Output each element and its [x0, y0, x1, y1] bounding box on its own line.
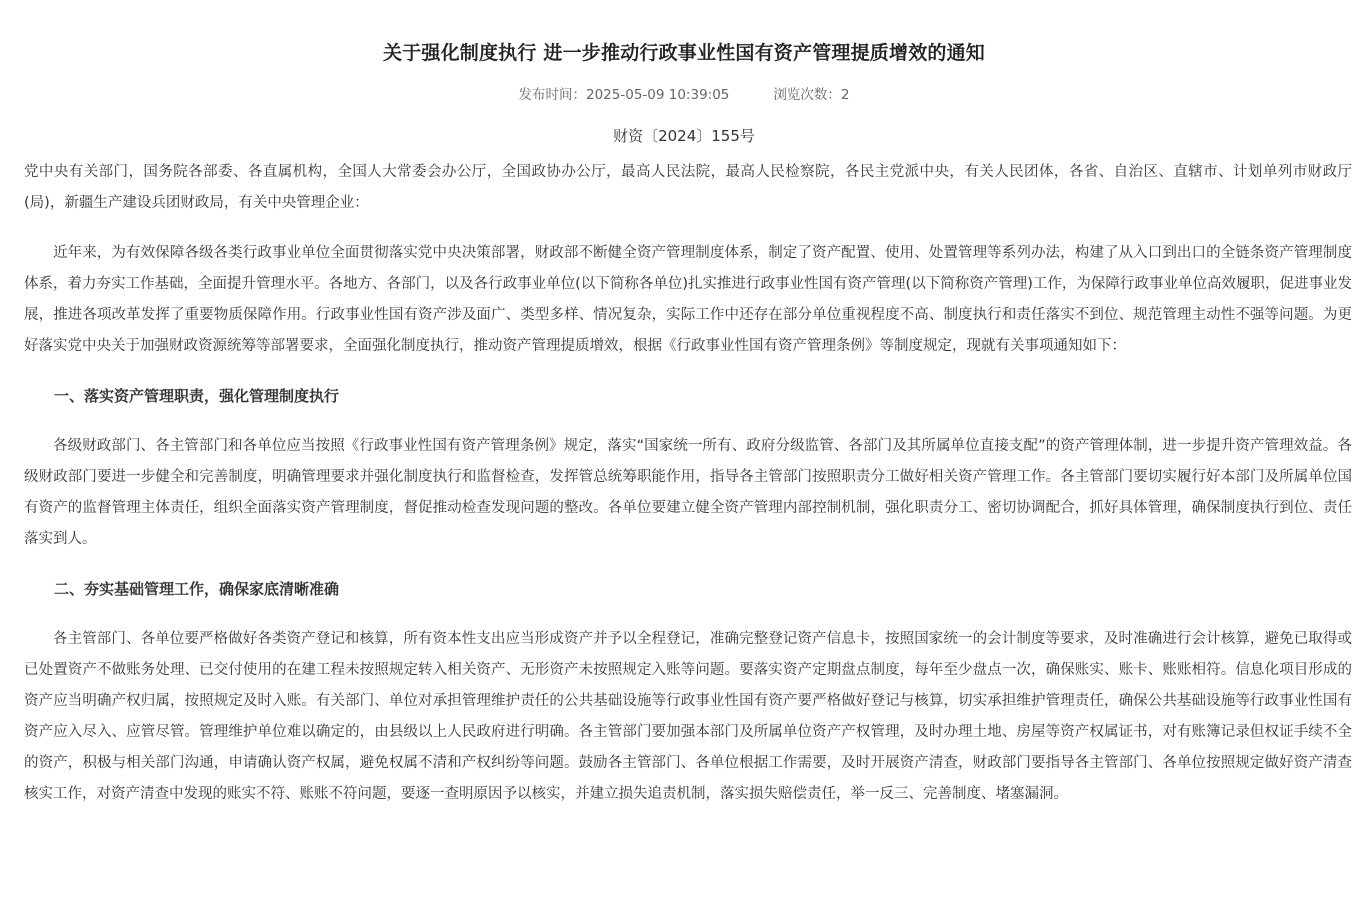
section-2-heading: 二、夯实基础管理工作，确保家底清晰准确: [54, 580, 340, 598]
document-number: 财资〔2024〕155号: [613, 127, 755, 145]
view-count-label: 浏览次数：: [773, 87, 841, 103]
view-count-value: 2: [840, 87, 850, 103]
article-meta: [0, 84, 1368, 106]
article-title: 关于强化制度执行 进一步推动行政事业性国有资产管理提质增效的通知: [382, 42, 986, 64]
publish-time-label: 发布时间：: [518, 87, 586, 103]
section-2-paragraph: 各主管部门、各单位要严格做好各类资产登记和核算，所有资本性支出应当形成资产并予以全程登记，准确完整登记资产信息卡，按照国家统一的会计制度等要求，及时准确进行会计核算，避免已取得或已处置资产不做账务处理、已交付使用的在建工程未按照规定转入相关资产、无形资产未按照规定入账等问题。要落实资产定期盘点制度，每年至少盘点一次，确保账实、账卡、账账相符。信息化项目形成的资产应当明确产权归属，按照规定及时入账。有关部门、单位对承担管理维护责任的公共基础设施等行政事业性国有资产要严格做好登记与核算，切实承担维护管理责任，确保公共基础设施等行政事业性国有资产应入尽入、应管尽管。管理维护单位难以确定的，由县级以上人民政府进行明确。各主管部门要加强本部门及所属单位资产产权管理，及时办理土地、房屋等资产权属证书，对有账簿记录但权证手续不全的资产，积极与相关部门沟通，申请确认资产权属，避免权属不清和产权纠纷等问题。鼓励各主管部门、各单位根据工作需要，及时开展资产清查，财政部门要指导各主管部门、各单位按照规定做好资产清查核实工作，对资产清查中发现的账实不符、账账不符问题，要逐一查明原因予以核实，并建立损失追责机制，落实损失赔偿责任，举一反三、完善制度、堵塞漏洞。: [24, 631, 1352, 802]
addressee-paragraph: 党中央有关部门，国务院各部委、各直属机构，全国人大常委会办公厅，全国政协办公厅，最高人民法院，最高人民检察院，各民主党派中央，有关人民团体，各省、自治区、直辖市、计划单列市财政厅(局)，新疆生产建设兵团财政局，有关中央管理企业：: [24, 164, 1352, 211]
publish-time-value: 2025-05-09 10:39:05: [586, 87, 730, 103]
section-1-paragraph: 各级财政部门、各主管部门和各单位应当按照《行政事业性国有资产管理条例》规定，落实“国家统一所有、政府分级监管、各部门及其所属单位直接支配”的资产管理体制，进一步提升资产管理效益。各级财政部门要进一步健全和完善制度，明确管理要求并强化制度执行和监督检查，发挥管总统筹职能作用，指导各主管部门按照职责分工做好相关资产管理工作。各主管部门要切实履行好本部门及所属单位国有资产的监督管理主体责任，组织全面落实资产管理制度，督促推动检查发现问题的整改。各单位要建立健全资产管理内部控制机制，强化职责分工、密切协调配合，抓好具体管理，确保制度执行到位、责任落实到人。: [24, 438, 1352, 547]
intro-paragraph: 近年来，为有效保障各级各类行政事业单位全面贯彻落实党中央决策部署，财政部不断健全资产管理制度体系，制定了资产配置、使用、处置管理等系列办法，构建了从入口到出口的全链条资产管理制度体系，着力夯实工作基础，全面提升管理水平。各地方、各部门，以及各行政事业单位(以下简称各单位)扎实推进行政事业性国有资产管理(以下简称资产管理)工作，为保障行政事业单位高效履职，促进事业发展，推进各项改革发挥了重要物质保障作用。行政事业性国有资产涉及面广、类型多样、情况复杂，实际工作中还存在部分单位重视程度不高、制度执行和责任落实不到位、规范管理主动性不强等问题。为更好落实党中央关于加强财政资源统筹等部署要求，全面强化制度执行，推动资产管理提质增效，根据《行政事业性国有资产管理条例》等制度规定，现就有关事项通知如下：: [24, 245, 1352, 354]
article-body: [24, 157, 1352, 829]
section-1-heading: 一、落实资产管理职责，强化管理制度执行: [54, 387, 340, 405]
